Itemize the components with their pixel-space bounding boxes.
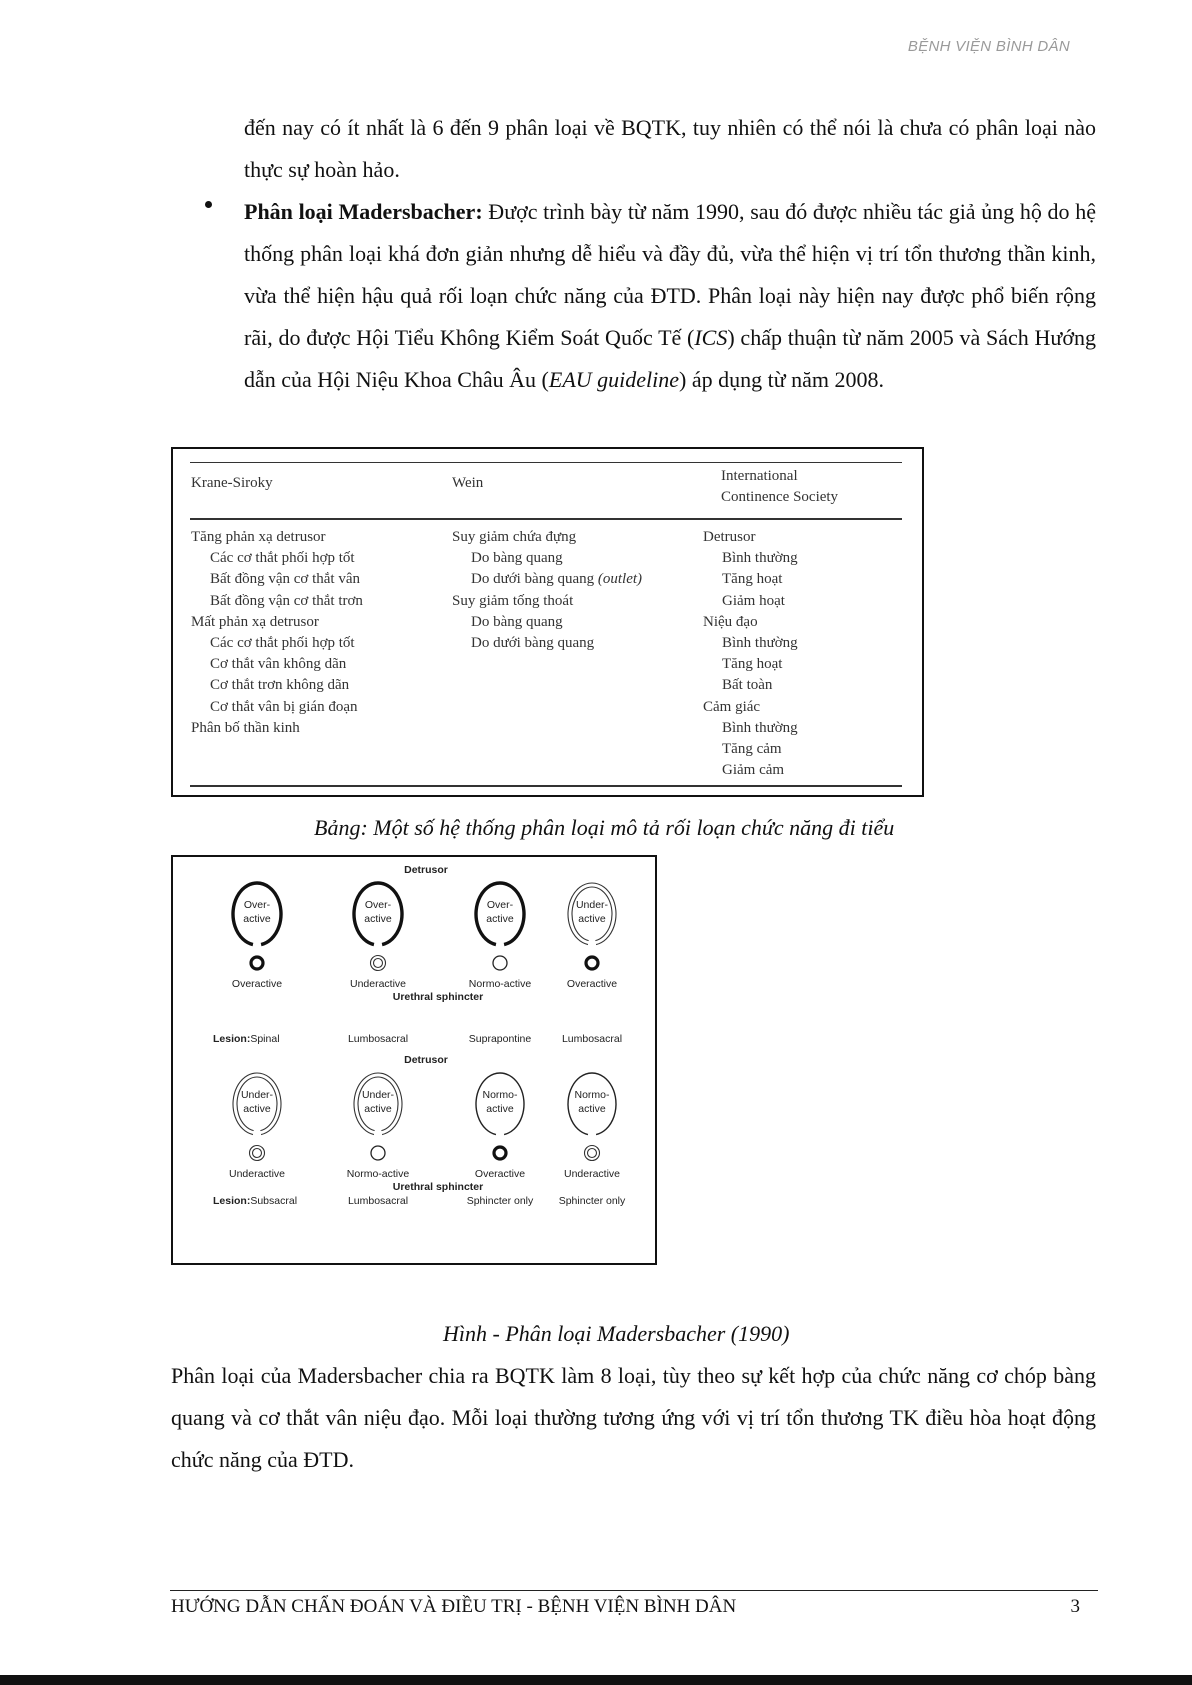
- page-number: 3: [1070, 1596, 1080, 1617]
- table-cell-text: Do bàng quang: [471, 550, 563, 567]
- table-caption: Bảng: Một số hệ thống phân loại mô tả rối loạn chức năng đi tiểu: [314, 815, 895, 840]
- table-cell: [703, 718, 798, 739]
- table-cell: [703, 527, 798, 548]
- madersbacher-diagram: [171, 855, 657, 1265]
- sphincter-overactive-icon: [251, 957, 263, 969]
- running-header: BỆNH VIỆN BÌNH DÂN: [907, 38, 1070, 55]
- table-cell: [191, 569, 363, 590]
- paragraph-intro: đến nay có ít nhất là 6 đến 9 phân loại về BQTK, tuy nhiên có thể nói là chưa có phân loại nào thực sự hoàn hảo.: [244, 115, 1096, 182]
- paragraph-classification: Phân loại của Madersbacher chia ra BQTK làm 8 loại, tùy theo sự kết hợp của chức năng cơ chóp bàng quang và cơ thắt vân niệu đạo. Mỗi loại thường tương ứng với vị trí tổn thương TK điều hòa hoạt động chức năng của ĐTD.: [171, 1363, 1096, 1472]
- table-cell-italic: (outlet): [597, 571, 643, 588]
- table-cell-text: Tăng hoạt: [722, 656, 783, 673]
- sphincter-state-text: Normo-active: [346, 1168, 410, 1180]
- table-rule-bottom: [190, 785, 902, 787]
- table-cell-text: Bình thường: [722, 634, 798, 651]
- table-cell-text: Tăng phản xạ detrusor: [191, 529, 326, 545]
- lesion-label: Lumbosacral: [347, 1195, 409, 1207]
- header-krane-siroky: Krane-Siroky: [191, 475, 273, 491]
- ics-abbrev: ICS: [694, 325, 728, 350]
- table-cell: [703, 633, 798, 654]
- table-cell: [191, 591, 363, 612]
- table-cell: [191, 633, 363, 654]
- detrusor-state-text: Under-: [361, 1089, 395, 1101]
- sphincter-state-text: Underactive: [563, 1168, 621, 1180]
- detrusor-state-text: active: [578, 1103, 606, 1115]
- table-cell-text: Cơ thắt vân bị gián đoạn: [210, 698, 358, 715]
- sphincter-label: Urethral sphincter: [392, 1181, 484, 1193]
- lesion-label: [213, 1195, 297, 1207]
- table-cell-text: Giảm cảm: [722, 762, 785, 779]
- lesion-text: Spinal: [250, 1033, 280, 1045]
- table-rule-header: [190, 518, 902, 520]
- detrusor-label: Detrusor: [404, 864, 448, 876]
- lesion-label: Sphincter only: [466, 1195, 534, 1207]
- table-cell-text: Bất đồng vận cơ thắt vân: [210, 571, 360, 588]
- detrusor-state-text: Under-: [240, 1089, 274, 1101]
- sphincter-state-text: Overactive: [474, 1168, 526, 1180]
- table-cell: [703, 612, 798, 633]
- lesion-prefix: Lesion:: [213, 1195, 251, 1207]
- table-column-krane-siroky: [191, 527, 363, 739]
- footer-title: HƯỚNG DẪN CHẨN ĐOÁN VÀ ĐIỀU TRỊ - BỆNH VIỆN BÌNH DÂN: [171, 1596, 737, 1617]
- table-cell: [452, 612, 642, 633]
- bullet-icon: [205, 201, 212, 208]
- table-cell-text: Detrusor: [703, 529, 756, 545]
- table-cell: [191, 527, 363, 548]
- table-cell: [452, 569, 642, 590]
- lesion-label: Lumbosacral: [347, 1033, 409, 1045]
- paragraph-madersbacher: [244, 191, 1096, 401]
- header-ics: [721, 466, 838, 508]
- page-bottom-edge: [0, 1675, 1192, 1685]
- table-cell-text: Suy giảm chứa đựng: [452, 529, 577, 545]
- madersbacher-diagram-svg: [173, 857, 655, 1263]
- table-cell: [191, 675, 363, 696]
- sphincter-label: Urethral sphincter: [392, 991, 484, 1003]
- sphincter-underactive-inner-icon: [253, 1149, 262, 1158]
- table-cell: [452, 527, 642, 548]
- table-cell-text: Do bàng quang: [471, 613, 563, 630]
- table-cell-text: Do dưới bàng quang: [471, 634, 595, 651]
- sphincter-underactive-inner-icon: [588, 1149, 597, 1158]
- header-ics-line1: International: [721, 468, 798, 484]
- table-rule-top: [190, 462, 902, 463]
- eau-guideline: EAU guideline: [548, 367, 680, 392]
- detrusor-state-text: active: [243, 913, 271, 925]
- lesion-label: [213, 1033, 280, 1045]
- table-cell-text: Tăng hoạt: [722, 571, 783, 588]
- table-cell: [703, 760, 798, 781]
- header-wein: Wein: [452, 475, 484, 491]
- sphincter-overactive-icon: [494, 1147, 506, 1159]
- sphincter-underactive-icon: [371, 956, 386, 971]
- detrusor-state-text: Under-: [575, 899, 609, 911]
- text-segment: ) chấp thuận từ năm 2005 và Sách Hướng dẫn của Hội Niệu Khoa Châu Âu (: [244, 325, 1096, 392]
- table-cell-text: Do dưới bàng quang: [471, 571, 598, 588]
- table-cell: [703, 675, 798, 696]
- detrusor-state-text: active: [364, 1103, 392, 1115]
- table-cell: [703, 697, 798, 718]
- detrusor-state-text: Normo-: [482, 1089, 518, 1101]
- lesion-label: Lumbosacral: [561, 1033, 623, 1045]
- sphincter-overactive-icon: [586, 957, 598, 969]
- table-cell-text: Niệu đạo: [703, 613, 758, 630]
- detrusor-state-text: active: [243, 1103, 271, 1115]
- sphincter-underactive-icon: [250, 1146, 265, 1161]
- detrusor-state-text: active: [486, 1103, 514, 1115]
- table-cell-text: Bình thường: [722, 550, 798, 567]
- detrusor-state-text: Over-: [364, 899, 392, 911]
- table-cell-text: Bất toàn: [722, 677, 773, 694]
- detrusor-state-text: active: [486, 913, 514, 925]
- sphincter-state-text: Underactive: [349, 978, 407, 990]
- table-cell-text: Các cơ thắt phối hợp tốt: [210, 550, 355, 567]
- detrusor-state-text: Normo-: [574, 1089, 610, 1101]
- table-cell-text: Phân bố thần kinh: [191, 719, 300, 736]
- header-ics-line2: Continence Society: [721, 489, 839, 505]
- table-cell: [703, 548, 798, 569]
- table-cell-text: Cảm giác: [703, 698, 761, 715]
- table-cell-text: Bình thường: [722, 719, 798, 736]
- detrusor-state-text: active: [578, 913, 606, 925]
- figure-caption: Hình - Phân loại Madersbacher (1990): [443, 1321, 790, 1346]
- sphincter-normoactive-icon: [371, 1146, 385, 1160]
- table-cell: [452, 591, 642, 612]
- text-segment: ) áp dụng từ năm 2008.: [679, 367, 885, 392]
- footer-rule: [170, 1590, 1098, 1591]
- detrusor-state-text: active: [364, 913, 392, 925]
- sphincter-state-text: Underactive: [228, 1168, 286, 1180]
- table-cell-text: Các cơ thắt phối hợp tốt: [210, 634, 355, 651]
- table-cell: [703, 654, 798, 675]
- table-column-ics: [703, 527, 798, 781]
- sphincter-state-text: Overactive: [231, 978, 283, 990]
- table-cell-text: Bất đồng vận cơ thắt trơn: [210, 592, 363, 609]
- table-cell-text: Suy giảm tống thoát: [452, 592, 574, 609]
- madersbacher-heading: Phân loại Madersbacher:: [244, 199, 483, 224]
- lesion-prefix: Lesion:: [213, 1033, 251, 1045]
- lesion-text: Subsacral: [250, 1195, 298, 1207]
- table-cell-text: Tăng cảm: [722, 740, 782, 757]
- sphincter-state-text: Normo-active: [468, 978, 532, 990]
- table-cell: [191, 612, 363, 633]
- table-cell-text: Giảm hoạt: [722, 592, 785, 609]
- sphincter-underactive-icon: [585, 1146, 600, 1161]
- sphincter-normoactive-icon: [493, 956, 507, 970]
- sphincter-state-text: Overactive: [566, 978, 618, 990]
- table-cell: [703, 591, 798, 612]
- classification-table: [171, 447, 924, 797]
- detrusor-label: Detrusor: [404, 1054, 448, 1066]
- table-cell: [191, 654, 363, 675]
- table-cell: [191, 718, 363, 739]
- table-cell: [191, 697, 363, 718]
- detrusor-state-text: Over-: [243, 899, 271, 911]
- table-column-wein: [452, 527, 642, 654]
- text-segment: Được trình bày từ năm 1990, sau đó được nhiều tác giả ủng hộ do hệ thống phân loại khá đơn giản nhưng dễ hiểu và đầy đủ, vừa thể hiện vị trí tổn thương thần kinh, vừa thể hiện hậu quả rối loạn chức năng của ĐTD. Phân loại này hiện nay được phổ biến rộng rãi, do được Hội Tiểu Không Kiểm Soát Quốc Tế (: [244, 199, 1096, 350]
- table-cell: [703, 739, 798, 760]
- table-cell: [452, 633, 642, 654]
- table-cell: [452, 548, 642, 569]
- table-cell: [191, 548, 363, 569]
- table-cell-text: Cơ thắt vân không dãn: [210, 656, 347, 673]
- table-cell-text: Cơ thắt trơn không dãn: [210, 677, 350, 694]
- table-cell: [703, 569, 798, 590]
- table-cell-text: Mất phản xạ detrusor: [191, 613, 319, 630]
- lesion-label: Sphincter only: [558, 1195, 626, 1207]
- detrusor-state-text: Over-: [486, 899, 514, 911]
- sphincter-underactive-inner-icon: [374, 959, 383, 968]
- lesion-label: Suprapontine: [468, 1033, 532, 1045]
